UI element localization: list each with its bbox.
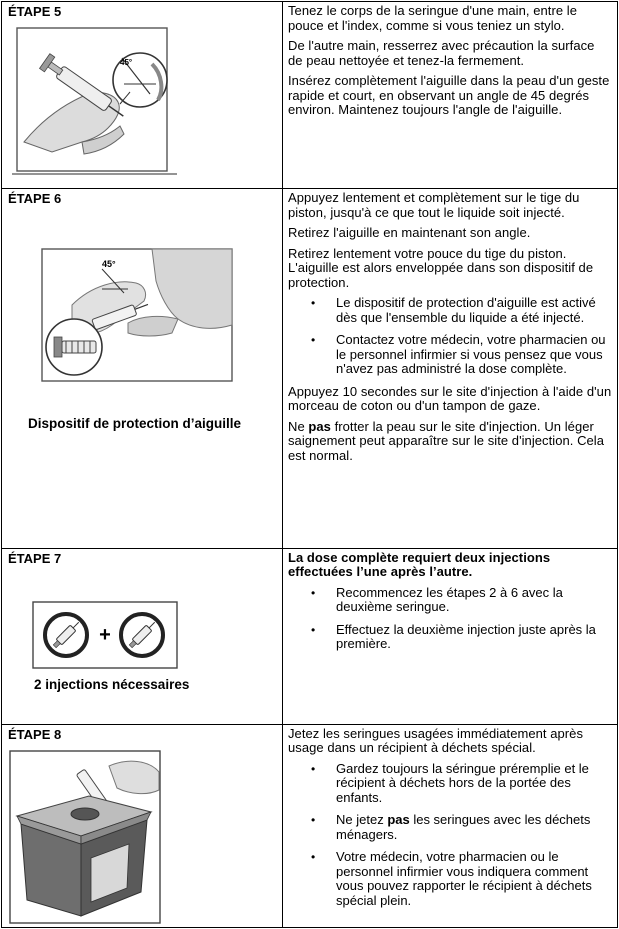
text-run-bold: pas <box>308 418 331 434</box>
step-5-paragraph: Tenez le corps de la seringue d'une main, entre le pouce et l'index, comme si vous teniez un stylo. <box>288 3 577 33</box>
step-6-left-cell <box>2 189 283 548</box>
steps-table <box>1 1 618 928</box>
list-item <box>288 296 612 325</box>
step-6-angle-label: 45° <box>102 259 116 270</box>
bullet-text: Contactez votre médecin, votre pharmacien ou le personnel infirmier si vous pensez que vous n'avez pas administré la dose complète. <box>336 332 606 377</box>
step-6-illustration <box>32 245 242 385</box>
bullet-text: Votre médecin, votre pharmacien ou le personnel infirmier vous indiquera comment vous pouvez rapporter le récipient à déchets spécial plein. <box>336 849 592 908</box>
step-8-right-cell <box>283 724 618 927</box>
step-6-paragraph <box>288 420 612 464</box>
step-8-left-cell <box>2 724 283 927</box>
step-5-right-cell <box>283 2 618 189</box>
step-5-illustration <box>12 24 182 176</box>
step-6-caption: Dispositif de protection d’aiguille <box>28 416 242 432</box>
list-item <box>288 762 612 806</box>
step-8-paragraph: Jetez les seringues usagées immédiatement après usage dans un récipient à déchets spécial. <box>288 725 584 756</box>
step-7-title: ÉTAPE 7 <box>8 550 62 566</box>
list-item <box>288 623 612 652</box>
bullet-icon: • <box>311 333 316 348</box>
step-5-paragraph: Insérez complètement l'aiguille dans la peau d'un geste rapide et court, en observant un angle de 45 degrés environ. Maintenez toujours l'angle de l'aiguille. <box>288 73 610 117</box>
bullet-icon: • <box>311 813 316 828</box>
step-7-lead: La dose complète requiert deux injections effectuées l’une après l’autre. <box>288 549 551 580</box>
list-item <box>288 850 612 908</box>
bullet-icon: • <box>311 761 316 776</box>
list-item <box>288 333 612 377</box>
bullet-icon: • <box>311 622 316 637</box>
step-6-title: ÉTAPE 6 <box>8 191 62 207</box>
step-5-paragraph: De l'autre main, resserrez avec précaution la surface de peau nettoyée et tenez-la fermement. <box>288 38 595 68</box>
step-6-row <box>2 189 618 548</box>
bullet-text: Gardez toujours la séringue préremplie et le récipient à déchets hors de la portée des enfants. <box>336 760 589 805</box>
bullet-text: Recommencez les étapes 2 à 6 avec la deuxième seringue. <box>336 584 563 615</box>
text-run: les seringues avec les déchets ménagers. <box>336 812 591 842</box>
step-5-row <box>2 2 618 189</box>
plus-sign: + <box>99 623 111 646</box>
step-8-row <box>2 724 618 927</box>
step-7-right-cell <box>283 548 618 724</box>
step-7-illustration <box>32 601 178 669</box>
step-6-bullet-list <box>288 296 612 377</box>
step-5-left-cell <box>2 2 283 189</box>
step-6-paragraph: Appuyez 10 secondes sur le site d'injection à l'aide d'un morceau de coton ou d'un tampon de gaze. <box>288 383 612 414</box>
step-5-angle-label: 45° <box>120 58 133 67</box>
text-run: Ne <box>288 418 309 434</box>
step-6-right-cell <box>283 189 618 548</box>
step-8-title: ÉTAPE 8 <box>8 726 62 742</box>
step-6-paragraph: Retirez lentement votre pouce du tige du piston. L'aiguille est alors enveloppée dans son dispositif de protection. <box>288 245 594 290</box>
text-run: frotter la peau sur le site d'injection. Un léger saignement peut apparaître sur le site d'injection. Cela est normal. <box>288 418 605 463</box>
step-8-bullet-list <box>288 762 612 909</box>
step-7-left-cell <box>2 548 283 724</box>
text-run: Ne jetez <box>336 812 388 828</box>
bullet-icon: • <box>311 585 316 600</box>
step-7-caption: 2 injections nécessaires <box>34 676 190 692</box>
list-item <box>288 813 612 842</box>
step-6-paragraph: Retirez l'aiguille en maintenant son angle. <box>288 225 531 241</box>
step-8-illustration <box>9 750 161 924</box>
step-6-paragraph: Appuyez lentement et complètement sur le tige du piston, jusqu'à ce que tout le liquide soit injecté. <box>288 190 580 220</box>
list-item <box>288 586 612 615</box>
bullet-text: Le dispositif de protection d'aiguille est activé dès que l'ensemble du liquide a été injecté. <box>336 295 596 325</box>
bullet-icon: • <box>311 296 316 311</box>
step-5-title: ÉTAPE 5 <box>8 4 62 19</box>
text-run-bold: pas <box>387 812 410 828</box>
bullet-icon: • <box>311 850 316 865</box>
step-7-row <box>2 548 618 724</box>
step-7-bullet-list <box>288 586 612 652</box>
bullet-text: Effectuez la deuxième injection juste après la première. <box>336 621 596 652</box>
